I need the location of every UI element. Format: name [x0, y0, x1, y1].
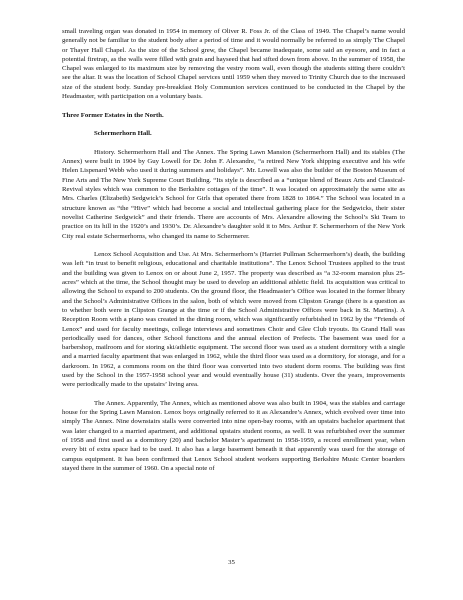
paragraph-annex: The Annex. Apparently, The Annex, which as mentioned above was also built in 1904, was the stables and carriage house for the Spring Lawn Mansion. Lenox boys originally referred to it as Alexandre’s Annex, which evolved over time into simply The Annex. Nine downstairs stalls were converted into nine open-bay rooms, with an upstairs bachelor apartment that was later changed to a married apartment, and additional upstairs student rooms, as well. It was refurbished over the summer of 1958 and first used as a dormitory (20) and bachelor Master’s apartment in 1958-1959, a record enrollment year, when every bit of extra space had to be used. It also has a large basement beneath it that apparently was used for the storage of campus equipment. It has been confirmed that Lenox School student workers supporting Berkshire Music Center boarders stayed there in the summer of 1960. On a special note of — [62, 399, 405, 472]
page-number: 35 — [228, 559, 235, 566]
subsection-heading-schermerhorn: Schermerhorn Hall. — [94, 130, 152, 138]
document-page — [62, 27, 405, 473]
paragraph-history: History. Schermerhorn Hall and The Annex. The Spring Lawn Mansion (Schermerhorn Hall) and its stables (The Annex) were built in 1904 by Guy Lowell for Dr. John F. Alexandre, “a retired New York shipping executive and his wife Helen Lispenard Webb who used it during summers and holidays”. Mr. Lowell was also the builder of the Boston Museum of Fine Arts and The New York Supreme Court Building. “Its style is described as a “unique blend of Beaux Arts and Classical-Revival styles which was common to the Berkshire cottages of the time”. It was located on approximately the same site as Mrs. Charles (Elizabeth) Sedgwick’s School for Girls that operated there from 1828 to 1864.” The School was located in a structure known as “the “Hive” which had become a social and intellectual gathering place for the Sedgwicks, their sister novelist Catherine Sedgwick” and their friends. There are accounts of Mrs. Alexandre allowing the School’s Ski Team to practice on its hill in the 1920’s and 1930’s. Dr. Alexandre’s daughter sold it to Mrs. Arthur F. Schermerhorn of the New York City real estate Schermerhorns, who changed its name to Schermerer. — [62, 148, 405, 240]
paragraph-chapel-intro: small traveling organ was donated in 1954 in memory of Oliver R. Foss Jr. of the Class of 1949. The Chapel’s name would generally not be familiar to the student body after a period of time and it would normally be referred to as simply The Chapel or Thayer Hall Chapel. As the size of the School grew, the Chapel became inadequate, some said an eyesore, and in fact a potential firetrap, as the walls were filled with grain and hayseed that had sifted down from above. In the summer of 1958, the Chapel was enlarged to its maximum size by removing the vestry room wall, even though the students sitting there couldn’t see the altar. It was the location of School Chapel services until 1959 when they moved to Trinity Church due to the increased size of the student body. Sunday pre-breakfast Holy Communion services continued to be conducted in the Chapel by the Headmaster, with participation on a voluntary basis. — [62, 28, 405, 101]
paragraph-acquisition: Lenox School Acquisition and Use. At Mrs. Schermerhorn’s (Harriet Pullman Schermerhorn’s) death, the building was left “in trust to benefit religious, educational and charitable institutions”. The Lenox School Trustees applied to the trust and the building was given to Lenox on or about June 2, 1957. The property was described as “a 32-room mansion plus 25-acres” which at the time, the School thought may be used to develop an additional athletic field. Its acquisition was critical to allowing the School to expand to 200 students. On the ground floor, the Headmaster’s Office was located in the former library and the School’s Administrative Offices in the salon, both of which were moved from Clipston Grange (there is a question as to whether both were in Clipston Grange at the time or if the School Administrative Offices were back in St. Martins). A Reception Room with a piano was created in the dining room, which was significantly refurbished in 1962 by the “Friends of Lenox” and used for faculty meetings, college interviews and sometimes Choir and Glee Club tryouts. Its Grand Hall was periodically used for dances, other School functions and the annual election of Prefects. The basement was used for a barbershop, mailroom and for storing ski/athletic equipment. The second floor was used as a student dormitory with a single and a married faculty apartment that was enlarged in 1962, while the third floor was used as a dormitory, for storage, and for a darkroom. In 1962, a commons room on the third floor was converted into two student dorm rooms. The building was first used by the School in the 1957-1958 school year and would eventually house (31) students. Over the years, improvements were periodically made to the upstairs’ living area. — [62, 251, 405, 389]
section-heading-estates: Three Former Estates in the North. — [62, 111, 164, 119]
